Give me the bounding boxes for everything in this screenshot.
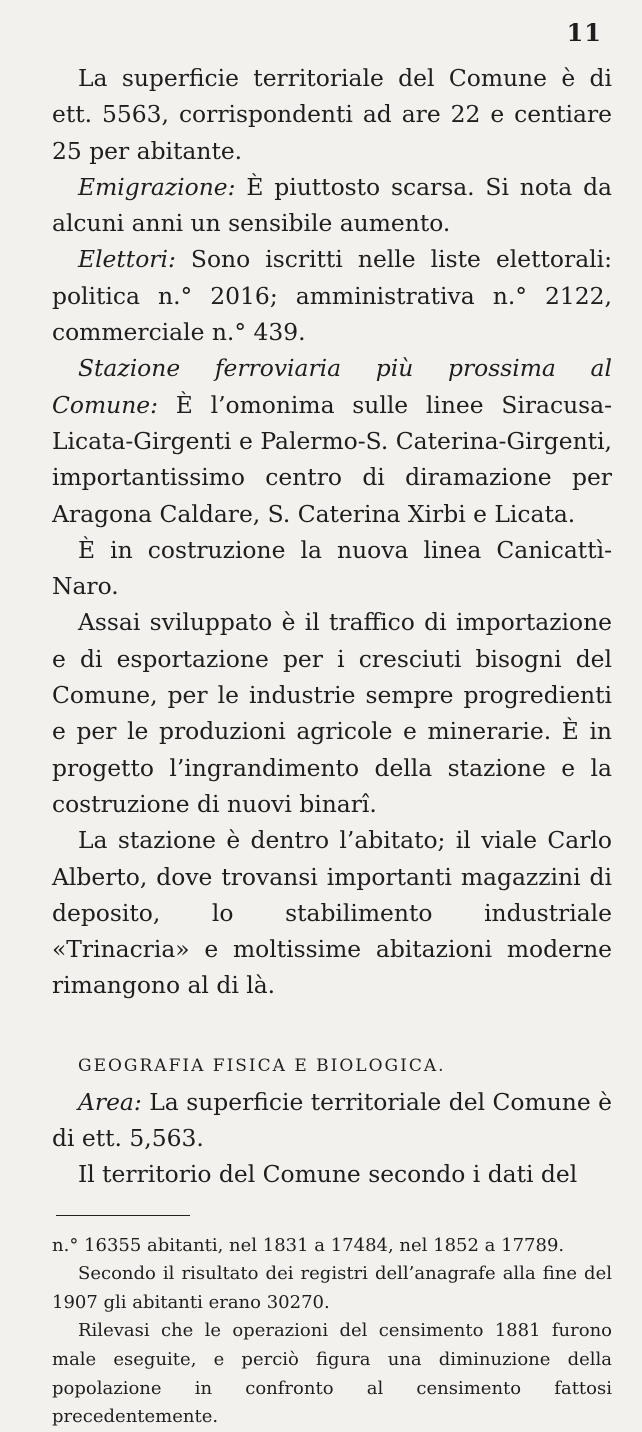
paragraph-lead: Emigrazione:: [78, 172, 236, 201]
paragraph-text: È in costruzione la nuova linea Canicattì-Naro.: [52, 535, 612, 601]
paragraph-lead: Area:: [78, 1087, 142, 1116]
paragraph-text: Sono iscritti nelle liste elettorali: politica n.° 2016; amministrativa n.° 2122, commerciale n.° 439.: [52, 245, 612, 347]
paragraph-text: È piuttosto scarsa. Si nota da alcuni anni un sensibile aumento.: [52, 172, 612, 238]
paragraph-text: È l’omonima sulle linee Siracusa-Licata-Girgenti e Palermo-S. Caterina-Girgenti, importantissimo centro di diramazione per Aragona Caldare, S. Caterina Xirbi e Licata.: [52, 390, 612, 528]
footnote-anagrafe: Secondo il risultato dei registri dell’anagrafe alla fine del 1907 gli abitanti erano 30270.: [52, 1263, 612, 1313]
main-text: [52, 60, 612, 1432]
paragraph-nuova-linea: [52, 532, 612, 605]
page-number: 11: [566, 18, 602, 47]
paragraph-text: La superficie territoriale del Comune è di ett. 5563, corrispondenti ad are 22 e centiare 25 per abitante.: [52, 64, 612, 165]
paragraph-lead: Elettori:: [78, 245, 176, 274]
footnote-rilevasi: Rilevasi che le operazioni del censimento 1881 furono male eseguite, e perciò figura una diminuzione della popolazione in confronto al censimento fattosi precedentemente.: [52, 1320, 612, 1428]
paragraph-text: La stazione è dentro l’abitato; il viale Carlo Alberto, dove trovansi importanti magazzini di deposito, lo stabilimento industriale «Trinacria» e moltissime abitazioni moderne rimangono al di là.: [52, 826, 612, 1000]
paragraph-lead: Stazione ferroviaria più prossima al Comune:: [52, 354, 612, 419]
paragraph-emigrazione: [52, 169, 612, 242]
paragraph-area: [52, 1084, 612, 1157]
paragraph-traffico: [52, 604, 612, 822]
paragraph-stazione: [52, 350, 612, 531]
paragraph-text: La superficie territoriale del Comune è di ett. 5,563.: [52, 1087, 612, 1153]
footnote-rule: [56, 1215, 190, 1216]
paragraph-superficie: [52, 60, 612, 169]
paragraph-abitato: [52, 822, 612, 1003]
paragraph-elettori: [52, 241, 612, 350]
paragraph-text: Assai sviluppato è il traffico di importazione e di esportazione per i cresciuti bisogni del Comune, per le industrie sempre progredienti e per le produzioni agricole e minerarie. È in progetto l’ingrandimento della stazione e la costruzione di nuovi binarî.: [52, 608, 612, 818]
section-heading: GEOGRAFIA FISICA E BIOLOGICA.: [78, 1055, 446, 1076]
paragraph-text: Il territorio del Comune secondo i dati del: [78, 1160, 578, 1189]
footnote-censimento: n.° 16355 abitanti, nel 1831 a 17484, nel 1852 a 17789.: [52, 1234, 565, 1256]
paragraph-territorio: [52, 1156, 612, 1192]
